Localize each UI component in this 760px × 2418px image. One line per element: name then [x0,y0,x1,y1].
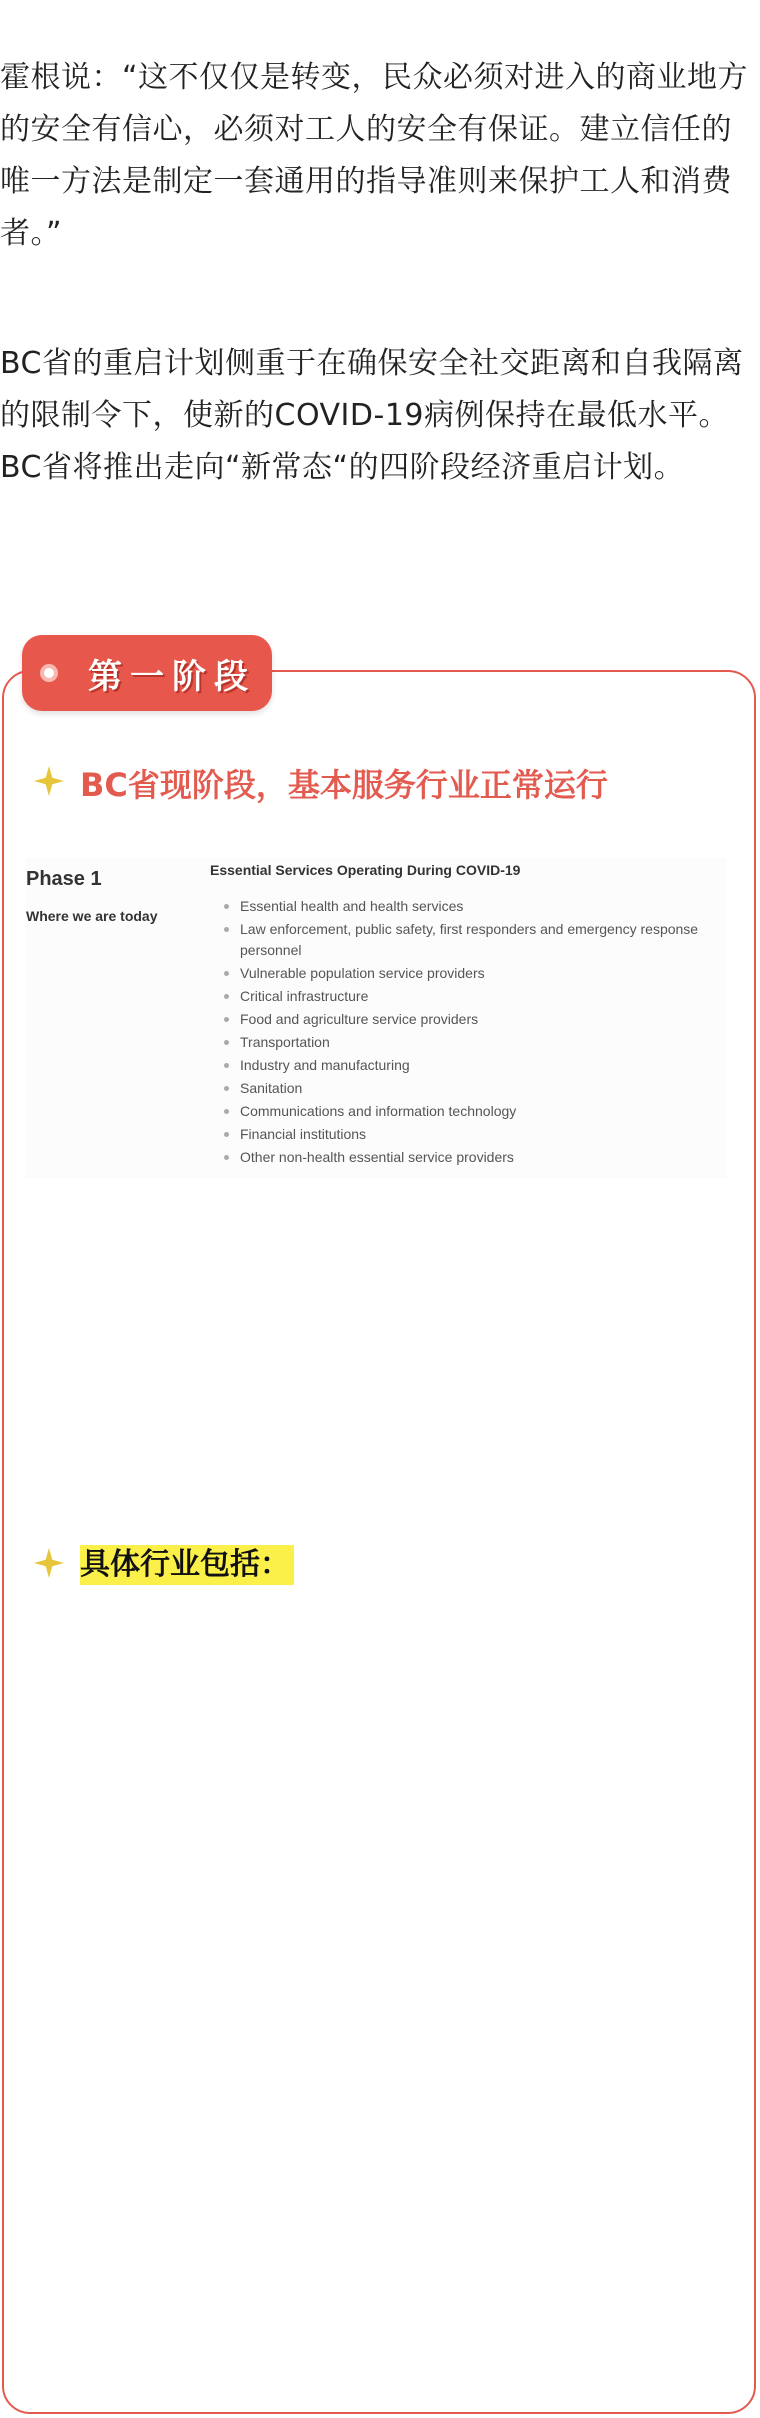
list-item: Food and agriculture service providers [224,1009,724,1030]
list-item: Law enforcement, public safety, first responders and emergency response personnel [224,919,724,961]
list-item: Other non-health essential service providers [224,1147,724,1168]
services-title: Essential Services Operating During COVID-19 [210,862,521,878]
bullet-icon [224,1109,229,1114]
paragraph-quote: 霍根说：“这不仅仅是转变，民众必须对进入的商业地方的安全有信心，必须对工人的安全有保证。建立信任的唯一方法是制定一套通用的指导准则来保护工人和消费者。” [0,60,749,251]
list-item: Critical infrastructure [224,986,724,1007]
bullet-icon [224,1132,229,1137]
bullet-icon [224,971,229,976]
phase-title: Phase 1 [26,868,102,890]
section-heading: BC省现阶段，基本服务行业正常运行 [80,766,608,804]
phase-tab [22,635,272,711]
bullet-icon [224,1155,229,1160]
list-item: Industry and manufacturing [224,1055,724,1076]
list-item: Financial institutions [224,1124,724,1145]
bullet-icon [224,904,229,909]
bullet-icon [224,1040,229,1045]
bullet-icon [224,1086,229,1091]
services-list [224,896,724,1170]
list-item: Essential health and health services [224,896,724,917]
bullet-icon [224,1017,229,1022]
bullet-icon [224,927,229,932]
dot-icon [40,664,58,682]
list-item: Vulnerable population service providers [224,963,724,984]
bullet-icon [224,994,229,999]
list-item: Transportation [224,1032,724,1053]
bullet-icon [224,1063,229,1068]
sub-heading: 具体行业包括： [80,1545,294,1585]
paragraph-restart-plan: BC省的重启计划侧重于在确保安全社交距离和自我隔离的限制令下，使新的COVID-19病例保持在最低水平。BC省将推出走向“新常态“的四阶段经济重启计划。 [0,346,744,485]
phase-tab-label: 第一阶段 [88,657,256,697]
list-item: Sanitation [224,1078,724,1099]
phase-subtitle: Where we are today [26,908,158,924]
phase-1-image [26,858,726,1178]
list-item: Communications and information technology [224,1101,724,1122]
